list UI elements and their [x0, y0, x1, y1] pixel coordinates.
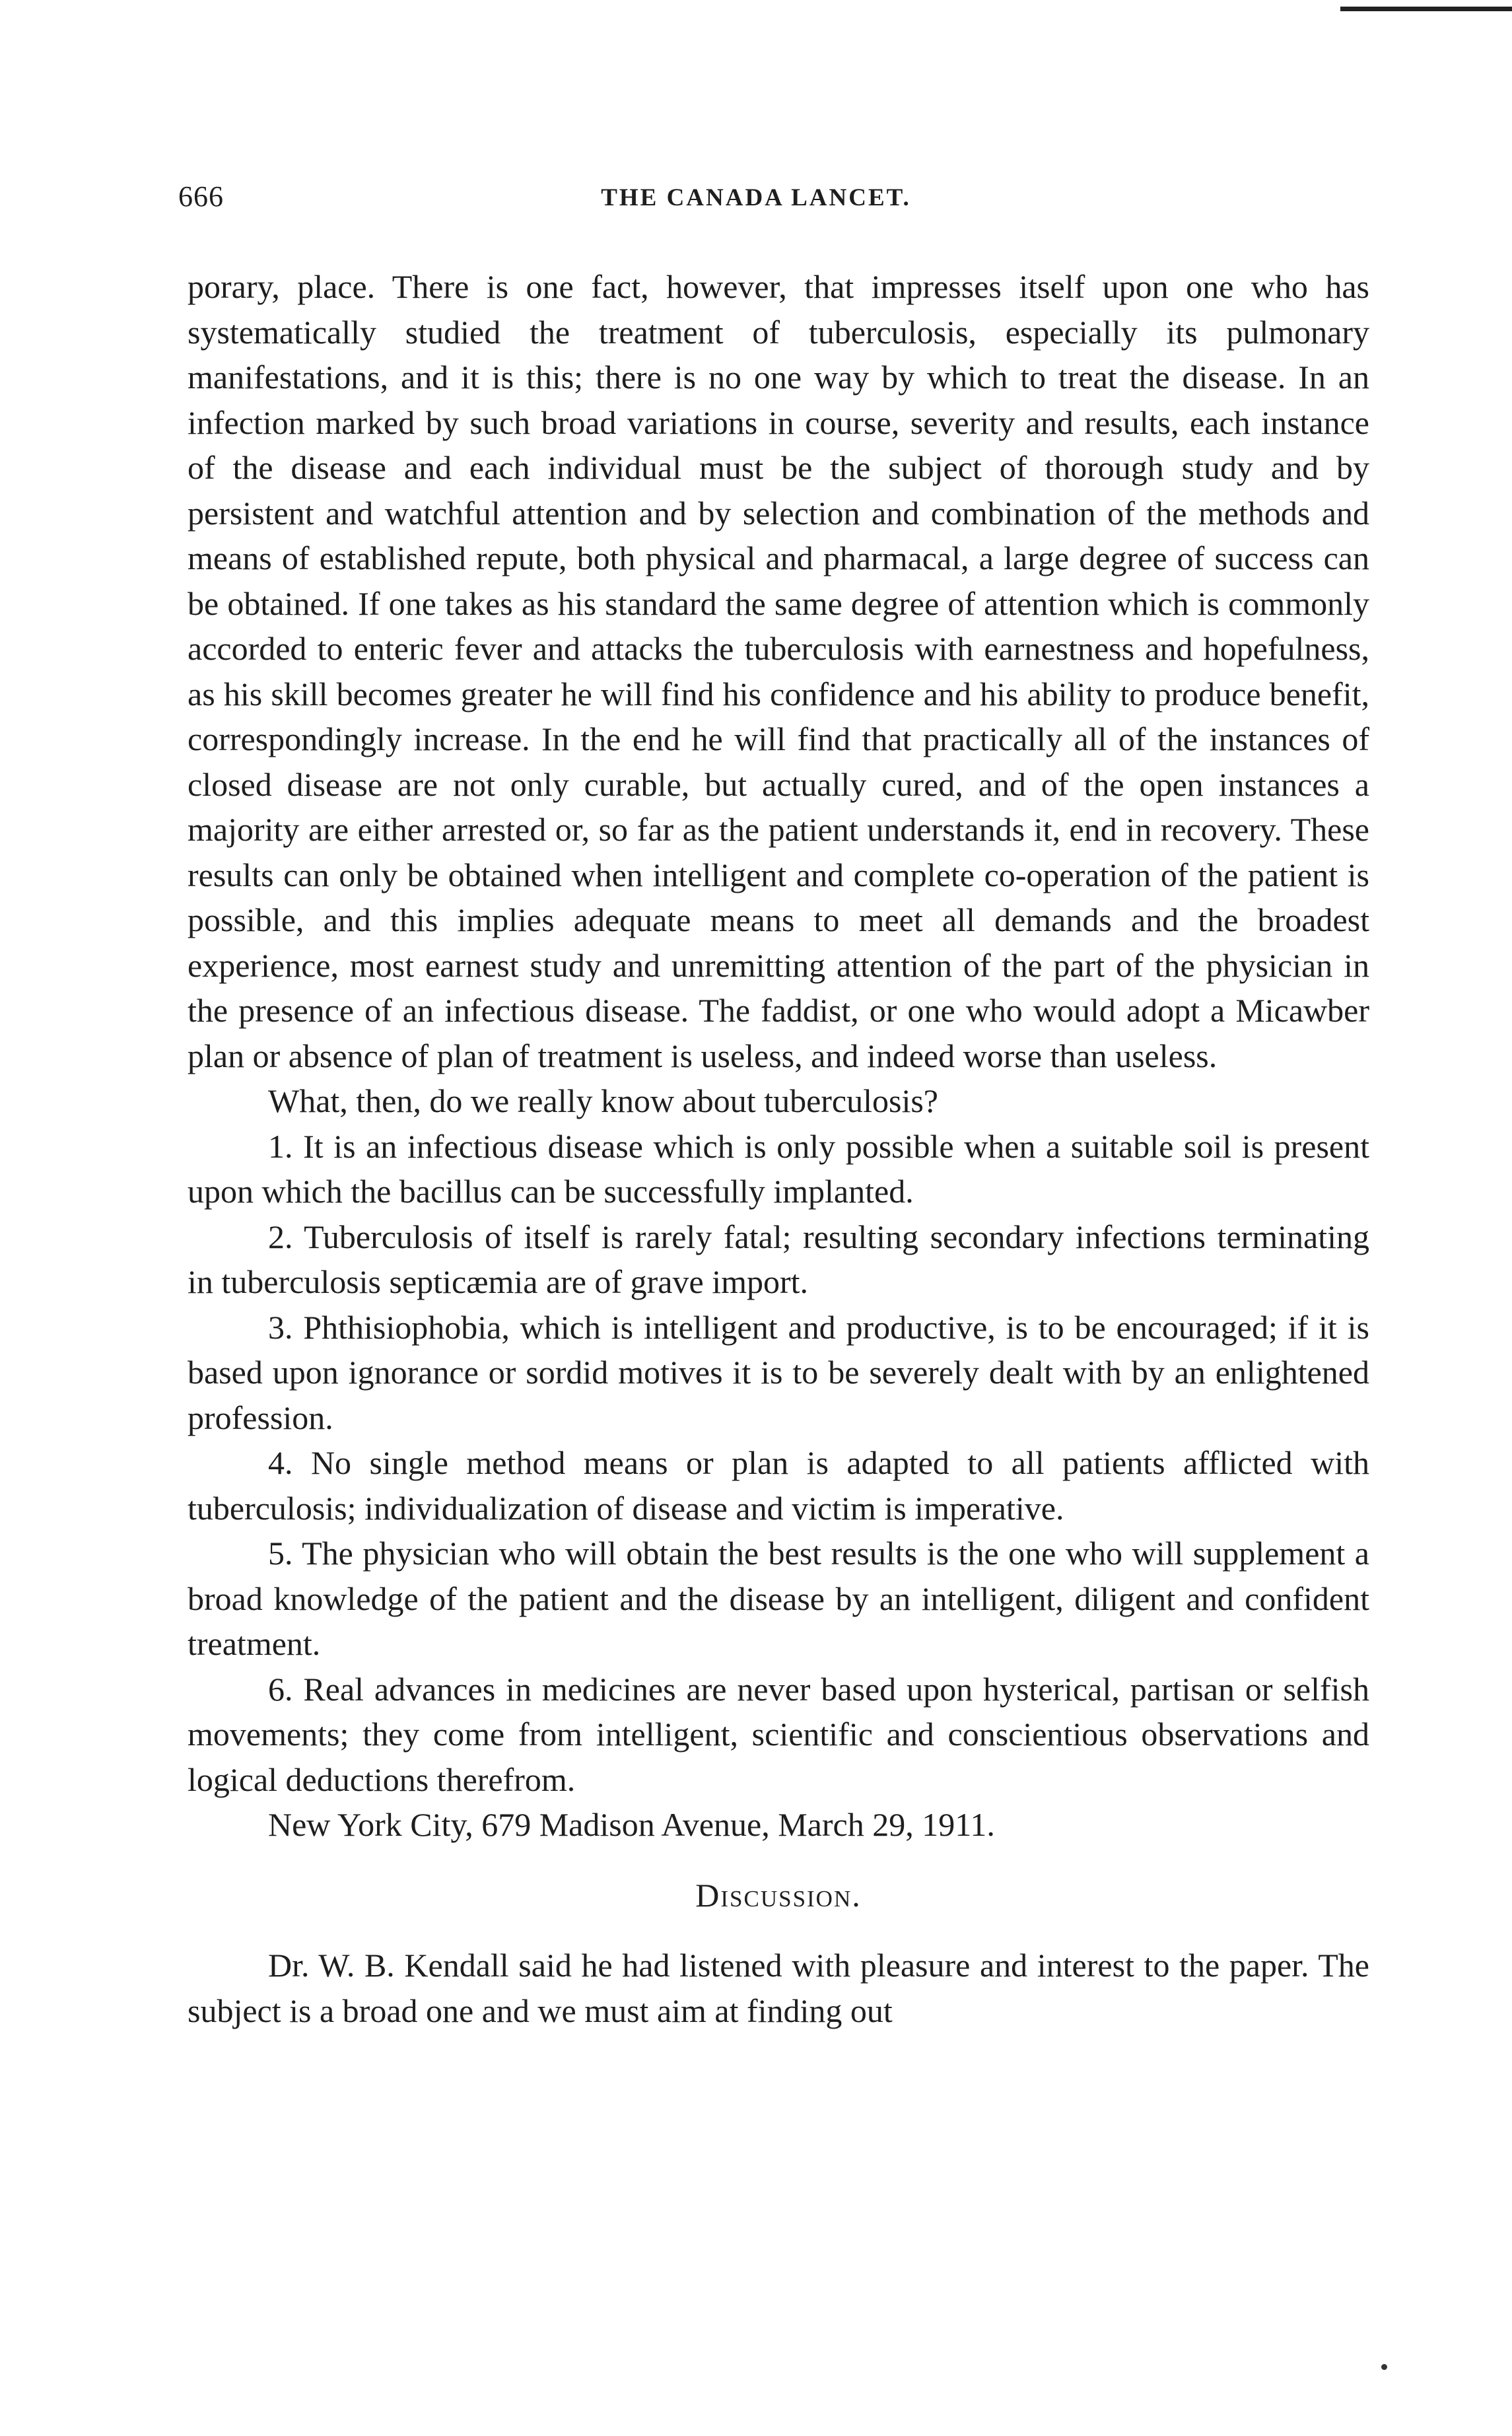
point-6: 6. Real advances in medicines are never based upon hysterical, partisan or selfish movements; they come from intelligent, scientific and conscientious observations and logical deductions therefrom.: [188, 1670, 1369, 1798]
opening-paragraph: porary, place. There is one fact, however, that impresses itself upon one who has systematically studied the treatment of tuberculosis, especially its pulmonary manifestations, and it is this; there is no one way by which to treat the disease. In an infection marked by such broad variations in course, severity and results, each instance of the disease and each individual must be the subject of thorough study and by persistent and watchful attention and by selection and combination of the methods and means of established repute, both physical and pharmacal, a large degree of success can be obtained. If one takes as his standard the same degree of attention which is commonly accorded to enteric fever and attacks the tuberculosis with earnestness and hopefulness, as his skill becomes greater he will find his confidence and his ability to produce benefit, correspondingly increase. In the end he will find that practically all of the instances of closed disease are not only curable, but actually cured, and of the open instances a majority are either arrested or, so far as the patient understands it, end in recovery. These results can only be obtained when intelligent and complete co-operation of the patient is possible, and this implies adequate means to meet all demands and the broadest experience, most earnest study and unremitting attention of the part of the physician in the presence of an infectious disease. The faddist, or one who would adopt a Micawber plan or absence of plan of treatment is useless, and indeed worse than useless.: [188, 268, 1369, 1074]
stray-ink-dot: [1381, 2364, 1387, 2370]
question-paragraph: What, then, do we really know about tuberculosis?: [268, 1082, 938, 1119]
dateline: New York City, 679 Madison Avenue, March 29, 1911.: [268, 1806, 995, 1843]
page-number: 666: [178, 180, 224, 213]
top-edge-rule: [1340, 0, 1512, 11]
article-text: [188, 264, 1369, 2033]
point-5: 5. The physician who will obtain the best results is the one who will supplement a broad knowledge of the patient and the disease by an intelligent, diligent and confident treatment.: [188, 1535, 1369, 1662]
running-title: THE CANADA LANCET.: [601, 184, 911, 211]
point-3: 3. Phthisiophobia, which is intelligent and productive, is to be encouraged; if it is based upon ignorance or sordid motives it is to be severely dealt with by an enlightened profession.: [188, 1308, 1369, 1436]
point-1: 1. It is an infectious disease which is only possible when a suitable soil is present upon which the bacillus can be successfully implanted.: [188, 1127, 1369, 1210]
point-4: 4. No single method means or plan is adapted to all patients afflicted with tuberculosis; individualization of disease and victim is imperative.: [188, 1444, 1369, 1527]
discussion-heading: Discussion.: [695, 1876, 862, 1914]
discussion-paragraph: Dr. W. B. Kendall said he had listened with pleasure and interest to the paper. The subject is a broad one and we must aim at finding out: [188, 1947, 1369, 2029]
point-2: 2. Tuberculosis of itself is rarely fatal; resulting secondary infections terminating in tuberculosis septicæmia are of grave import.: [188, 1218, 1369, 1300]
